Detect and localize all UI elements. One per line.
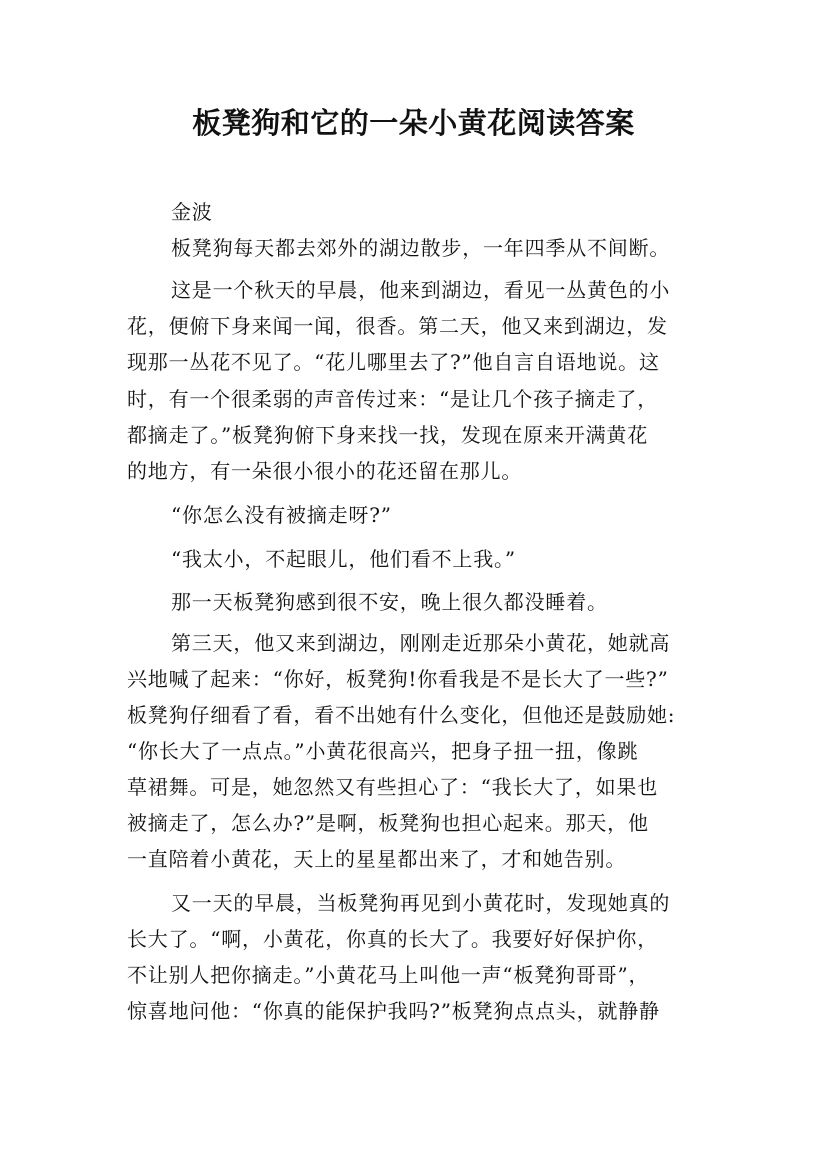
text-line: 板凳狗仔细看了看，看不出她有什么变化，但他还是鼓励她: [127, 703, 676, 727]
text-line: 长大了。“啊，小黄花，你真的长大了。我要好好保护你， [127, 927, 659, 951]
author-name: 金波 [171, 200, 213, 224]
text-line: 现那一丛花不见了。“花儿哪里去了?”他自言自语地说。这 [127, 350, 660, 374]
text-line: 第三天，他又来到湖边，刚刚走近那朵小黄花，她就高 [171, 631, 671, 655]
text-line: 草裙舞。可是，她忽然又有些担心了：“我长大了，如果也 [127, 775, 659, 799]
text-line: 都摘走了。”板凳狗俯下身来找一找，发现在原来开满黄花 [127, 423, 649, 447]
text-line: 被摘走了，怎么办?”是啊，板凳狗也担心起来。那天，他 [127, 811, 649, 835]
text-line: “你怎么没有被摘走呀?” [171, 503, 392, 527]
text-line: 板凳狗每天都去郊外的湖边散步，一年四季从不间断。 [171, 236, 671, 260]
text-line: 又一天的早晨，当板凳狗再见到小黄花时，发现她真的 [171, 891, 671, 915]
text-line: “我太小，不起眼儿，他们看不上我。” [171, 547, 516, 571]
text-line: 时，有一个很柔弱的声音传过来：“是让几个孩子摘走了， [127, 387, 659, 411]
document-title: 板凳狗和它的一朵小黄花阅读答案 [192, 106, 635, 140]
text-line: “你长大了一点点。”小黄花很高兴，把身子扭一扭，像跳 [127, 739, 639, 763]
text-line: 一直陪着小黄花，天上的星星都出来了，才和她告别。 [127, 847, 627, 871]
text-line: 惊喜地问他：“你真的能保护我吗?”板凳狗点点头，就静静 [127, 999, 660, 1023]
text-line: 花，便俯下身来闻一闻，很香。第二天，他又来到湖边，发 [127, 314, 668, 338]
text-line: 的地方，有一朵很小很小的花还留在那儿。 [127, 459, 523, 483]
text-line: 这是一个秋天的早晨，他来到湖边，看见一丛黄色的小 [171, 278, 671, 302]
text-line: 那一天板凳狗感到很不安，晚上很久都没睡着。 [171, 590, 608, 614]
text-line: 兴地喊了起来：“你好，板凳狗!你看我是不是长大了一些?” [127, 667, 669, 691]
text-line: 不让别人把你摘走。”小黄花马上叫他一声“板凳狗哥哥”， [127, 963, 650, 987]
